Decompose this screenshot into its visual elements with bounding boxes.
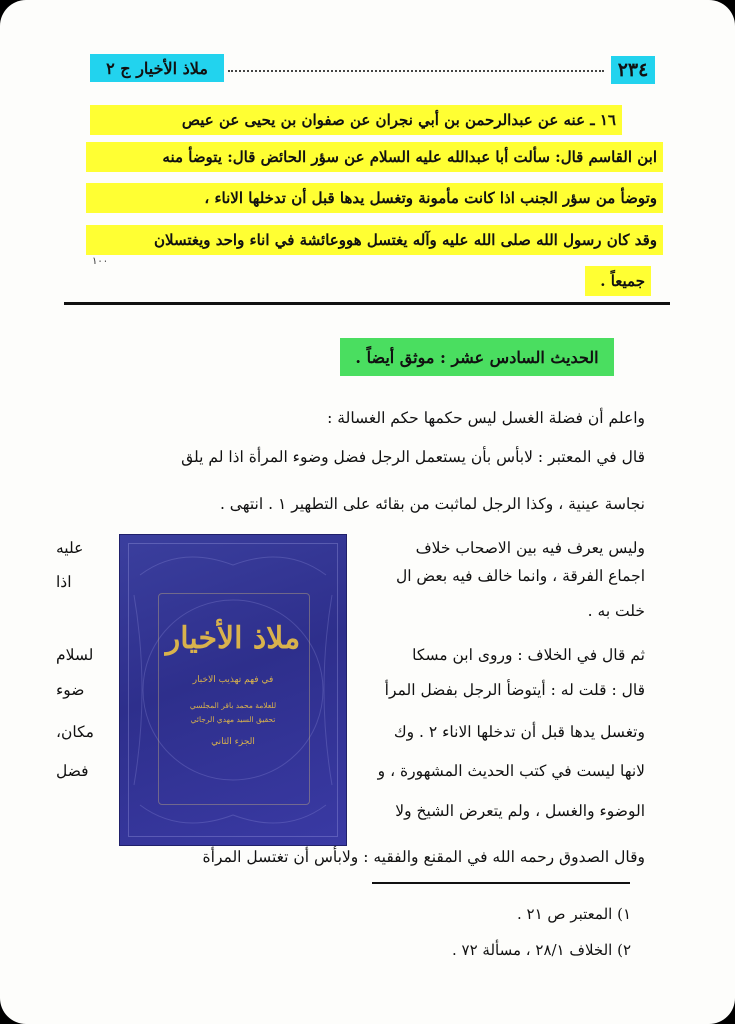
body-line: وتغسل يدها قبل أن تدخلها الاناء ٢ . وك [393,723,645,741]
body-fragment: ضوء [56,681,85,699]
book-title: ملاذ الأخيار ج ٢ [90,54,224,82]
page-number: ٢٣٤ [611,56,655,84]
body-line: قال في المعتبر : لابأس بأن يستعمل الرجل فضل وضوء المرأة اذا لم يلق [181,448,645,466]
body-line: قال : قلت له : أيتوضأ الرجل بفضل المرأ [384,681,645,699]
highlighted-line: ابن القاسم قال: سألت أبا عبدالله عليه السلام عن سؤر الحائض قال: يتوضأ منه [86,142,663,172]
highlighted-line: ١٦ ـ عنه عن عبدالرحمن بن أبي نجران عن صفوان بن يحيى عن عيص [90,105,622,135]
highlighted-line: جميعاً . [585,266,651,296]
header-dotted-leader [228,70,604,72]
hadith-heading: الحديث السادس عشر : موثق أيضاً . [340,338,614,376]
footnote-2: ٢) الخلاف ٢٨/١ ، مسألة ٧٢ . [451,941,631,959]
highlighted-line: وتوضأ من سؤر الجنب اذا كانت مأمونة وتغسل يدها قبل أن تدخلها الاناء ، [86,183,663,213]
body-fragment: لسلام [56,646,94,664]
body-fragment: مكان، [56,723,94,741]
body-fragment: فضل [56,762,89,780]
cover-editor: تحقيق السيد مهدي الرجائي [190,715,276,724]
body-line: ثم قال في الخلاف : وروى ابن مسكا [412,646,645,664]
body-line: خلت به . [587,602,645,620]
cover-subtitle: في فهم تهذيب الأخبار [192,675,274,685]
footnote-marker: ١٠٠ [92,256,109,267]
body-line: واعلم أن فضلة الغسل ليس حكمها حكم الغسالة : [327,409,645,427]
body-fragment: اذا [56,573,72,591]
cover-volume: الجزء الثاني [211,737,255,747]
footnote-divider [372,882,630,884]
footnote-1: ١) المعتبر ص ٢١ . [516,905,631,923]
section-divider [64,302,670,305]
body-line: نجاسة عينية ، وكذا الرجل لماثبت من بقائه على التطهير ١ . انتهى . [219,495,645,513]
book-cover-image [120,535,346,845]
cover-title: ملاذ الأخيار [165,621,301,656]
body-line: لانها ليست في كتب الحديث المشهورة ، و [377,762,645,780]
body-line: اجماع الفرقة ، وانما خالف فيه بعض ال [395,567,645,585]
body-line: وليس يعرف فيه بين الاصحاب خلاف [415,539,645,557]
highlighted-line: وقد كان رسول الله صلى الله عليه وآله يغتسل هووعائشة في اناء واحد ويغتسلان [86,225,663,255]
body-line: الوضوء والغسل ، ولم يتعرض الشيخ ولا [395,802,645,820]
body-line: وقال الصدوق رحمه الله في المقنع والفقيه : ولابأس أن تغتسل المرأة [202,848,645,866]
cover-author: للعلامة محمد باقر المجلسي [189,701,277,710]
body-fragment: عليه [56,539,84,557]
